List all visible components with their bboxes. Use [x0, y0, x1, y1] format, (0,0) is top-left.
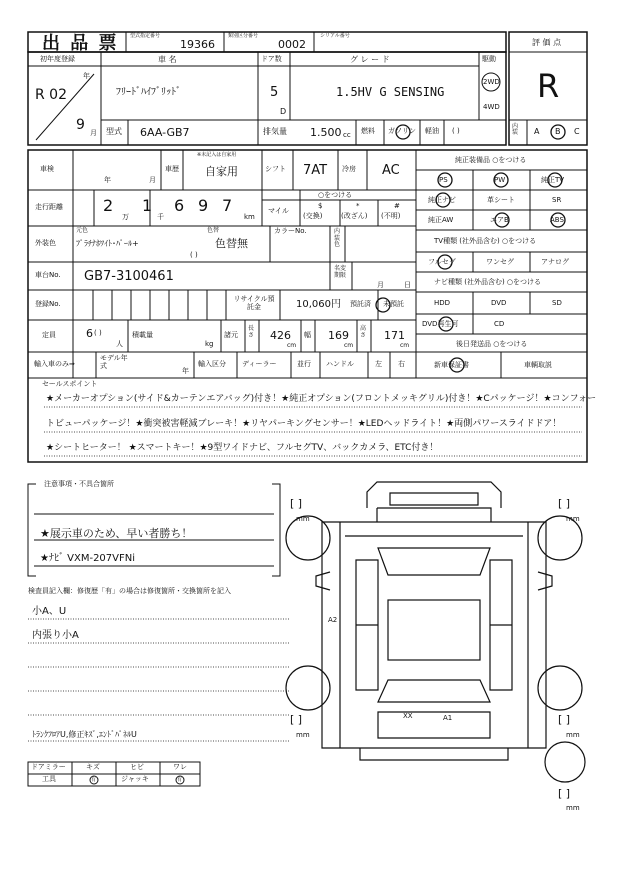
- inspection-year: 年: [104, 176, 111, 184]
- mark-dollar-sub: (交換): [303, 212, 323, 220]
- tv-fullseg: フルセグ: [428, 258, 456, 266]
- interior-label: 内装: [512, 123, 519, 136]
- model-year-label: モデル年式: [100, 354, 128, 370]
- paint-paren: ( ): [190, 251, 198, 259]
- capacity-paren: ( ): [94, 329, 102, 337]
- interior-c: C: [574, 127, 580, 136]
- legend-door-mirror: ドアミラー: [31, 763, 66, 771]
- equip-ps: PS: [439, 176, 448, 184]
- handle-right: 右: [398, 360, 405, 368]
- recycle-deposited: 預託済: [350, 300, 371, 308]
- navi-cd: CD: [494, 320, 505, 328]
- type-designation-value: 19366: [180, 38, 215, 51]
- car-name-value: ﾌﾘｰﾄﾞﾊｲﾌﾞﾘｯﾄﾞ: [116, 87, 181, 98]
- first-reg-era: R 02: [35, 87, 67, 103]
- legend-jack: ジャッキ: [121, 775, 149, 783]
- mark-star: *: [356, 202, 360, 210]
- load-unit: kg: [205, 340, 214, 348]
- tv-analog: アナログ: [541, 258, 569, 266]
- sales-point-line-1: ★メーカーオプション(サイド&カーテンエアバッグ)付き！★純正オプション(フロントメッキグリル)付き！★Cパッケージ！★コンフォー: [46, 394, 597, 404]
- tire-bracket-rear-left: [ ]: [290, 713, 303, 726]
- doors-sub: D: [280, 107, 287, 116]
- fuel-paren: ( ): [452, 127, 460, 135]
- recycle-label: リサイクル預託金: [233, 295, 275, 312]
- displacement-value: 1.500: [310, 126, 342, 139]
- capacity-value: 6: [86, 327, 93, 340]
- sales-point-line-3: ★シートヒーター！ ★スマートキー！★9型ワイドナビ、フルセグTV、バックカメラ、ETC付き！: [46, 443, 439, 453]
- legend-tools-ari: 有: [91, 777, 97, 783]
- inspector-line-2: 内張り小A: [32, 630, 79, 641]
- color-no-label: カラーNo.: [274, 227, 307, 235]
- sales-point-line-2: トビューパッケージ！★衝突被害軽減ブレーキ！★リヤパーキングセンサー！★LEDヘッドライト！★両側パワースライドドア！: [46, 419, 562, 429]
- original-color-value: ﾌﾟﾗﾁﾅﾎﾜｲﾄ･ﾊﾟｰﾙ+: [76, 239, 139, 248]
- serial-label: シリアル番号: [320, 33, 350, 39]
- title-change-day: 日: [404, 281, 411, 289]
- mark-dollar: $: [318, 202, 323, 210]
- legend-scratch: キズ: [86, 763, 100, 771]
- car-diagram: [286, 482, 585, 782]
- mileage-digit-5: 7: [222, 196, 233, 215]
- import-parallel: 並行: [297, 360, 311, 368]
- load-label: 積載量: [132, 331, 153, 339]
- drive-2wd: 2WD: [483, 78, 500, 86]
- tv-type-label: TV種類 (社外品含む) ○をつける: [434, 237, 537, 245]
- height-label: 高さ: [360, 325, 367, 339]
- first-reg-month: 9: [76, 117, 85, 133]
- recycle-undeposited: 未預託: [383, 300, 404, 308]
- mark-note: ○をつける: [318, 191, 353, 199]
- mileage-man: 万: [122, 213, 129, 221]
- original-color-label: 元色: [76, 227, 89, 234]
- cooler-value: AC: [382, 163, 400, 178]
- inspector-line-3: ﾄﾗﾝｸﾌﾛｱU,修正ｷｽﾞ,ｴﾝﾄﾞﾊﾟﾈﾙU: [32, 730, 137, 739]
- equip-airbag: エアB: [490, 216, 509, 224]
- equip-pw: PW: [494, 176, 506, 184]
- paint-value: 色替無: [215, 237, 248, 250]
- sales-point-label: セールスポイント: [42, 380, 98, 388]
- type-designation-label: 型式指定番号: [130, 33, 161, 39]
- exterior-color-label: 外装色: [35, 239, 56, 247]
- cooler-label: 冷房: [342, 165, 356, 173]
- displacement-unit: cc: [343, 131, 351, 139]
- fuel-diesel: 軽油: [425, 127, 439, 135]
- interior-b: B: [555, 127, 561, 136]
- legend-crack: ヒビ: [130, 763, 144, 771]
- tire-mm-front-left: mm: [296, 515, 310, 523]
- class-number-label: 類別区分番号: [228, 33, 259, 39]
- height-value: 171: [384, 329, 405, 342]
- mileage-digit-4: 9: [198, 196, 209, 215]
- new-car-warranty: 新車保証書: [434, 361, 469, 369]
- displacement-label: 排気量: [263, 127, 287, 136]
- drive-label: 駆動: [482, 55, 496, 63]
- title-change-label: 名変期限: [334, 265, 347, 279]
- width-label: 幅: [304, 331, 311, 339]
- width-unit: cm: [344, 342, 354, 349]
- mile-label: マイル: [268, 207, 289, 215]
- score-label: 評 価 点: [532, 38, 562, 47]
- fuel-label: 燃料: [361, 127, 375, 135]
- length-unit: cm: [287, 342, 297, 349]
- grade-label: グ レ ー ド: [350, 55, 390, 64]
- form-title: 出 品 票: [42, 33, 119, 54]
- navi-hdd: HDD: [434, 299, 451, 307]
- tire-mm-rear-left: mm: [296, 731, 310, 739]
- navi-dvd-playback: DVD再生可: [422, 320, 459, 328]
- notes-label: 注意事項・不具合箇所: [44, 480, 114, 488]
- length-value: 426: [270, 329, 291, 342]
- navi-type-label: ナビ種類 (社外品含む) ○をつける: [434, 278, 542, 286]
- damage-mark-a2: A2: [328, 616, 338, 624]
- damage-mark-a1: A1: [443, 714, 453, 722]
- first-reg-year-unit: 年: [83, 72, 90, 80]
- tire-bracket-rear-right: [ ]: [558, 713, 571, 726]
- tire-mm-front-right: mm: [566, 515, 580, 523]
- mileage-sen: 千: [157, 213, 164, 221]
- interior-color-label: 内装色: [334, 228, 341, 249]
- tire-mm-rear-right: mm: [566, 731, 580, 739]
- title-change-month: 月: [377, 281, 384, 289]
- tire-bracket-front-left: [ ]: [290, 497, 303, 510]
- equip-sr: SR: [552, 196, 562, 204]
- mileage-digit-2: 1: [142, 196, 153, 215]
- tire-bracket-spare: [ ]: [558, 787, 571, 800]
- capacity-label: 定員: [42, 331, 56, 339]
- doors-value: 5: [270, 85, 279, 100]
- car-name-label: 車 名: [158, 55, 177, 64]
- notes-line-1: ★展示車のため、早い者勝ち！: [40, 527, 193, 540]
- import-class-label: 輸入区分: [198, 360, 226, 368]
- capacity-unit: 人: [116, 340, 123, 348]
- mark-hash: #: [394, 202, 400, 210]
- mark-hash-sub: (不明): [381, 212, 401, 220]
- legend-tools: 工具: [42, 775, 56, 783]
- import-label: 輸入車のみ⇒: [34, 360, 75, 368]
- tire-mm-spare: mm: [566, 804, 580, 812]
- length-label: 長さ: [248, 325, 255, 339]
- paint-label: 色替: [207, 227, 220, 234]
- mileage-digit-1: 2: [103, 196, 114, 215]
- height-unit: cm: [400, 342, 410, 349]
- later-shipping-label: 後日発送品 ○をつける: [456, 340, 528, 348]
- damage-mark-xx: XX: [403, 712, 413, 720]
- import-dealer: ディーラー: [242, 360, 277, 368]
- tv-oneseg: ワンセグ: [486, 258, 514, 266]
- history-label: 車歴: [165, 165, 179, 173]
- first-reg-label: 初年度登録: [40, 55, 75, 63]
- shift-label: シフト: [265, 165, 286, 173]
- navi-dvd: DVD: [491, 299, 507, 307]
- chassis-label: 車台No.: [35, 271, 61, 279]
- equip-abs: ABS: [550, 216, 564, 224]
- model-label: 型式: [106, 127, 122, 136]
- mark-star-sub: (改ざん): [341, 212, 368, 220]
- fuel-gasoline: ガソリン: [388, 127, 416, 135]
- standard-equip-label: 純正装備品 ○をつける: [455, 156, 527, 164]
- doors-label: ドア数: [261, 55, 282, 63]
- equip-leather: 革シート: [487, 196, 515, 204]
- inspection-label: 車検: [40, 165, 54, 173]
- model-value: 6AA-GB7: [140, 126, 190, 139]
- reg-no-label: 登録No.: [35, 300, 61, 308]
- mileage-label: 走行距離: [35, 203, 63, 211]
- interior-a: A: [534, 127, 540, 136]
- handle-left: 左: [375, 360, 382, 368]
- mileage-digit-3: 6: [174, 196, 185, 215]
- inspector-label: 検査員記入欄：修復歴「有」の場合は修復箇所・交換箇所を記入: [28, 587, 231, 595]
- navi-sd: SD: [552, 299, 562, 307]
- recycle-value: 10,060円: [296, 299, 341, 310]
- history-value: 自家用: [205, 165, 238, 178]
- chassis-value: GB7-3100461: [84, 269, 174, 284]
- first-reg-month-unit: 月: [90, 129, 97, 137]
- notes-line-2: ★ﾅﾋﾞ VXM-207VFNi: [40, 553, 136, 564]
- size-label: 諸元: [224, 331, 238, 339]
- legend-break: ワレ: [173, 763, 187, 771]
- vehicle-manual: 車輌取説: [524, 361, 552, 369]
- inspector-line-1: 小A、U: [32, 606, 67, 617]
- tire-bracket-front-right: [ ]: [558, 497, 571, 510]
- grade-value: 1.5HV G SENSING: [336, 85, 445, 99]
- legend-jack-ari: 有: [177, 777, 183, 783]
- model-year-unit: 年: [182, 367, 189, 375]
- equip-tv: 純正TV: [541, 176, 565, 184]
- shift-value: 7AT: [303, 163, 328, 178]
- drive-4wd: 4WD: [483, 103, 500, 111]
- handle-label: ハンドル: [326, 360, 354, 368]
- class-number-value: 0002: [278, 38, 306, 51]
- inspection-month: 月: [149, 176, 156, 184]
- equip-aw: 純正AW: [428, 216, 454, 224]
- history-note: ※未記入は自家用: [197, 152, 237, 158]
- equip-navi: 純正ナビ: [428, 196, 456, 204]
- width-value: 169: [328, 329, 349, 342]
- score-value: R: [537, 67, 560, 105]
- mileage-km: km: [244, 213, 255, 221]
